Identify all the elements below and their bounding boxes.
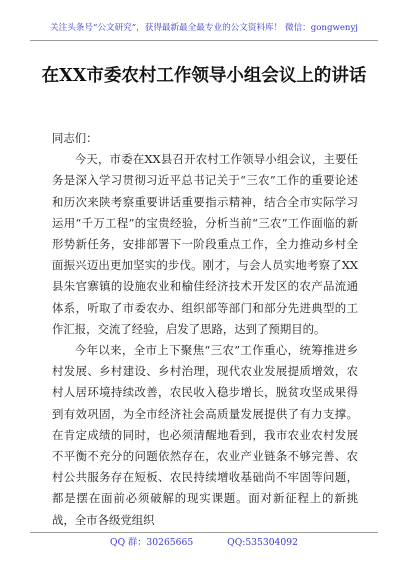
document-body (52, 128, 358, 531)
header-divider (30, 40, 378, 41)
footer (0, 536, 408, 550)
footer-divider (30, 532, 378, 533)
header-banner: 关注头条号“公文研究”，获得最新最全最专业的公文资料库！ 微信：gongwenyj (50, 23, 358, 33)
paragraph: 今天，市委在XX县召开农村工作领导小组会议，主要任务是深入学习贯彻习近平总书记关于“三农”工作的重要论述和历次来陕考察重要讲话重要指示精神，结合全市实际学习运用“千万工程”的宝贵经验，分析当前“三农”工作面临的新形势新任务，安排部署下一阶段重点工作，全力推动乡村全面振兴迈出更加坚实的步伐。刚才，与会人员实地考察了XX县朱官寨镇的设施农业和榆佳经济技术开发区的农产品流通体系，听取了市委农办、组织部等部门和部分先进典型的工作汇报，交流了经验，启发了思路，达到了预期目的。 (52, 152, 358, 336)
salutation: 同志们： (52, 131, 98, 145)
footer-qq: QQ:535304092 (227, 537, 298, 548)
document-title: 在XX市委农村工作领导小组会议上的讲话 (41, 66, 367, 86)
paragraph: 今年以来，全市上下聚焦“三农”工作重心，统筹推进乡村发展、乡村建设、乡村治理，现代农业发展提质增效，农村人居环境持续改善，农民收入稳步增长，脱贫攻坚成果得到有效巩固，为全市经济社会高质量发展提供了有力支撑。在肯定成绩的同时，也必须清醒地看到，我市农业农村发展不平衡不充分的问题依然存在，农业产业链条不够完善、农村公共服务存在短板、农民持续增收基础尚不牢固等问题，都是摆在面前必须破解的现实课题。面对新征程上的新挑战，全市各级党组织 (52, 343, 358, 527)
footer-qq-group: QQ 群：30265665 (110, 537, 194, 548)
